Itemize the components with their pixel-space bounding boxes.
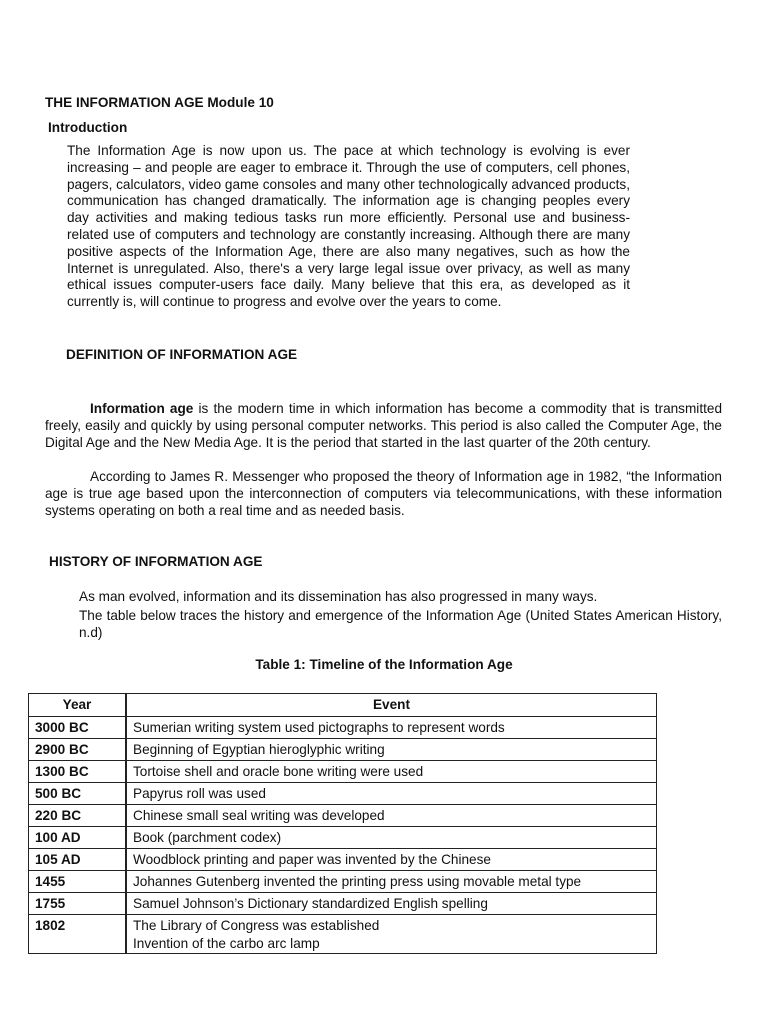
timeline-table [28, 693, 657, 954]
table-row [29, 849, 657, 871]
year-cell: 500 BC [29, 783, 127, 805]
definition-paragraph [45, 400, 722, 451]
column-header-event: Event [126, 694, 657, 717]
year-cell: 1455 [29, 871, 127, 893]
table-row [29, 783, 657, 805]
event-cell: Woodblock printing and paper was invented by the Chinese [126, 849, 657, 871]
event-cell: Papyrus roll was used [126, 783, 657, 805]
year-cell: 1300 BC [29, 761, 127, 783]
year-cell: 1755 [29, 893, 127, 915]
event-cell: Tortoise shell and oracle bone writing were used [126, 761, 657, 783]
definition-heading: DEFINITION OF INFORMATION AGE [66, 347, 298, 362]
event-line: The Library of Congress was established [133, 918, 380, 933]
table-row [29, 915, 657, 954]
table-header-row [29, 694, 657, 717]
event-cell: Book (parchment codex) [126, 827, 657, 849]
event-cell [126, 915, 657, 954]
table-caption: Table 1: Timeline of the Information Age [255, 657, 513, 672]
table-row [29, 739, 657, 761]
event-cell: Samuel Johnson’s Dictionary standardized English spelling [126, 893, 657, 915]
column-header-year: Year [29, 694, 127, 717]
table-row [29, 805, 657, 827]
history-intro-line: As man evolved, information and its dissemination has also progressed in many ways. [79, 589, 598, 604]
definition-term: Information age [90, 401, 194, 416]
table-row [29, 893, 657, 915]
event-cell: Beginning of Egyptian hieroglyphic writing [126, 739, 657, 761]
history-table-intro: The table below traces the history and emergence of the Information Age (United States American History, n.d) [79, 608, 722, 640]
document-title: THE INFORMATION AGE Module 10 [45, 95, 274, 110]
year-cell: 1802 [29, 915, 127, 954]
year-cell: 220 BC [29, 805, 127, 827]
table-row [29, 871, 657, 893]
history-heading: HISTORY OF INFORMATION AGE [49, 554, 263, 569]
introduction-heading: Introduction [48, 120, 128, 135]
year-cell: 3000 BC [29, 717, 127, 739]
introduction-paragraph: The Information Age is now upon us. The pace at which technology is evolving is ever increasing – and people are eager to embrace it. Through the use of computers, cell phones, pagers, calculators, video game consoles and many other technologically advanced products, communication has changed dramatically. The information age is changing peoples every day activities and making tedious tasks run more efficiently. Personal use and business-related use of computers and technology are constantly increasing. Although there are many positive aspects of the Information Age, there are also many negatives, such as how the Internet is unregulated. Also, there's a very large legal issue over privacy, as well as many ethical issues computer-users face daily. Many believe that this era, as developed as it currently is, will continue to progress and evolve over the years to come. [67, 143, 630, 310]
year-cell: 105 AD [29, 849, 127, 871]
event-line: Invention of the carbo arc lamp [133, 936, 320, 951]
messenger-paragraph: According to James R. Messenger who proposed the theory of Information age in 1982, “the Information age is true age based upon the interconnection of computers via telecommunications, with these information systems operating on both a real time and as needed basis. [45, 469, 722, 518]
event-cell: Johannes Gutenberg invented the printing press using movable metal type [126, 871, 657, 893]
table-row [29, 827, 657, 849]
year-cell: 2900 BC [29, 739, 127, 761]
definition-text: is the modern time in which information has become a commodity that is transmitted freely, easily and quickly by using personal computer networks. This period is also called the Computer Age, the Digital Age and the New Media Age. It is the period that started in the last quarter of the 20th century. [45, 401, 722, 450]
event-cell: Sumerian writing system used pictographs to represent words [126, 717, 657, 739]
table-row [29, 761, 657, 783]
year-cell: 100 AD [29, 827, 127, 849]
table-row [29, 717, 657, 739]
event-cell: Chinese small seal writing was developed [126, 805, 657, 827]
